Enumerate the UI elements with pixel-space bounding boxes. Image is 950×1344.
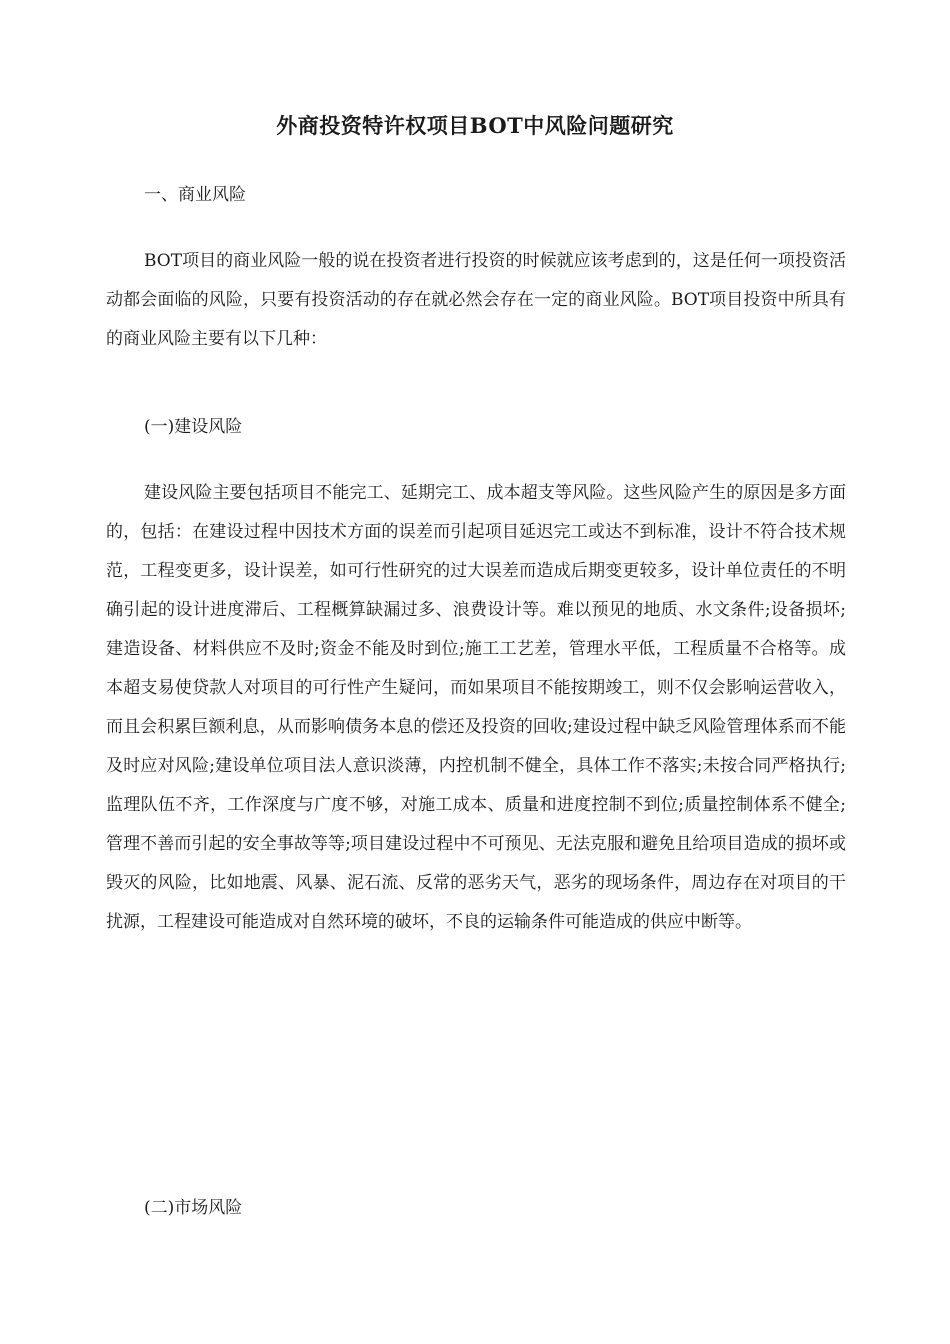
subsection-heading-market-risk: (二)市场风险 <box>144 1198 243 1218</box>
subsection-heading-construction-risk: (一)建设风险 <box>144 417 243 437</box>
construction-risk-paragraph: 建设风险主要包括项目不能完工、延期完工、成本超支等风险。这些风险产生的原因是多方面的，包括：在建设过程中因技术方面的误差而引起项目延迟完工或达不到标准，设计不符合技术规范，工程变更多，设计误差，如可行性研究的过大误差而造成后期变更较多，设计单位责任的不明确引起的设计进度滞后、工程概算缺漏过多、浪费设计等。难以预见的地质、水文条件;设备损坏;建造设备、材料供应不及时;资金不能及时到位;施工工艺差，管理水平低，工程质量不合格等。成本超支易使贷款人对项目的可行性产生疑问，而如果项目不能按期竣工，则不仅会影响运营收入，而且会积累巨额利息，从而影响债务本息的偿还及投资的回收;建设过程中缺乏风险管理体系而不能及时应对风险;建设单位项目法人意识淡薄，内控机制不健全，具体工作不落实;未按合同严格执行;监理队伍不齐，工作深度与广度不够，对施工成本、质量和进度控制不到位;质量控制体系不健全;管理不善而引起的安全事故等等;项目建设过程中不可预见、无法克服和避免且给项目造成的损坏或毁灭的风险，比如地震、风暴、泥石流、反常的恶劣天气，恶劣的现场条件，周边存在对项目的干扰源，工程建设可能造成对自然环境的破坏，不良的运输条件可能造成的供应中断等。 <box>106 483 847 932</box>
document-title: 外商投资特许权项目BOT中风险问题研究 <box>276 113 674 138</box>
section-heading-commercial-risk: 一、商业风险 <box>144 185 246 205</box>
commercial-risk-paragraph: BOT项目的商业风险一般的说在投资者进行投资的时候就应该考虑到的，这是任何一项投资活动都会面临的风险，只要有投资活动的存在就必然会存在一定的商业风险。BOT项目投资中所具有的商业风险主要有以下几种： <box>106 251 846 349</box>
